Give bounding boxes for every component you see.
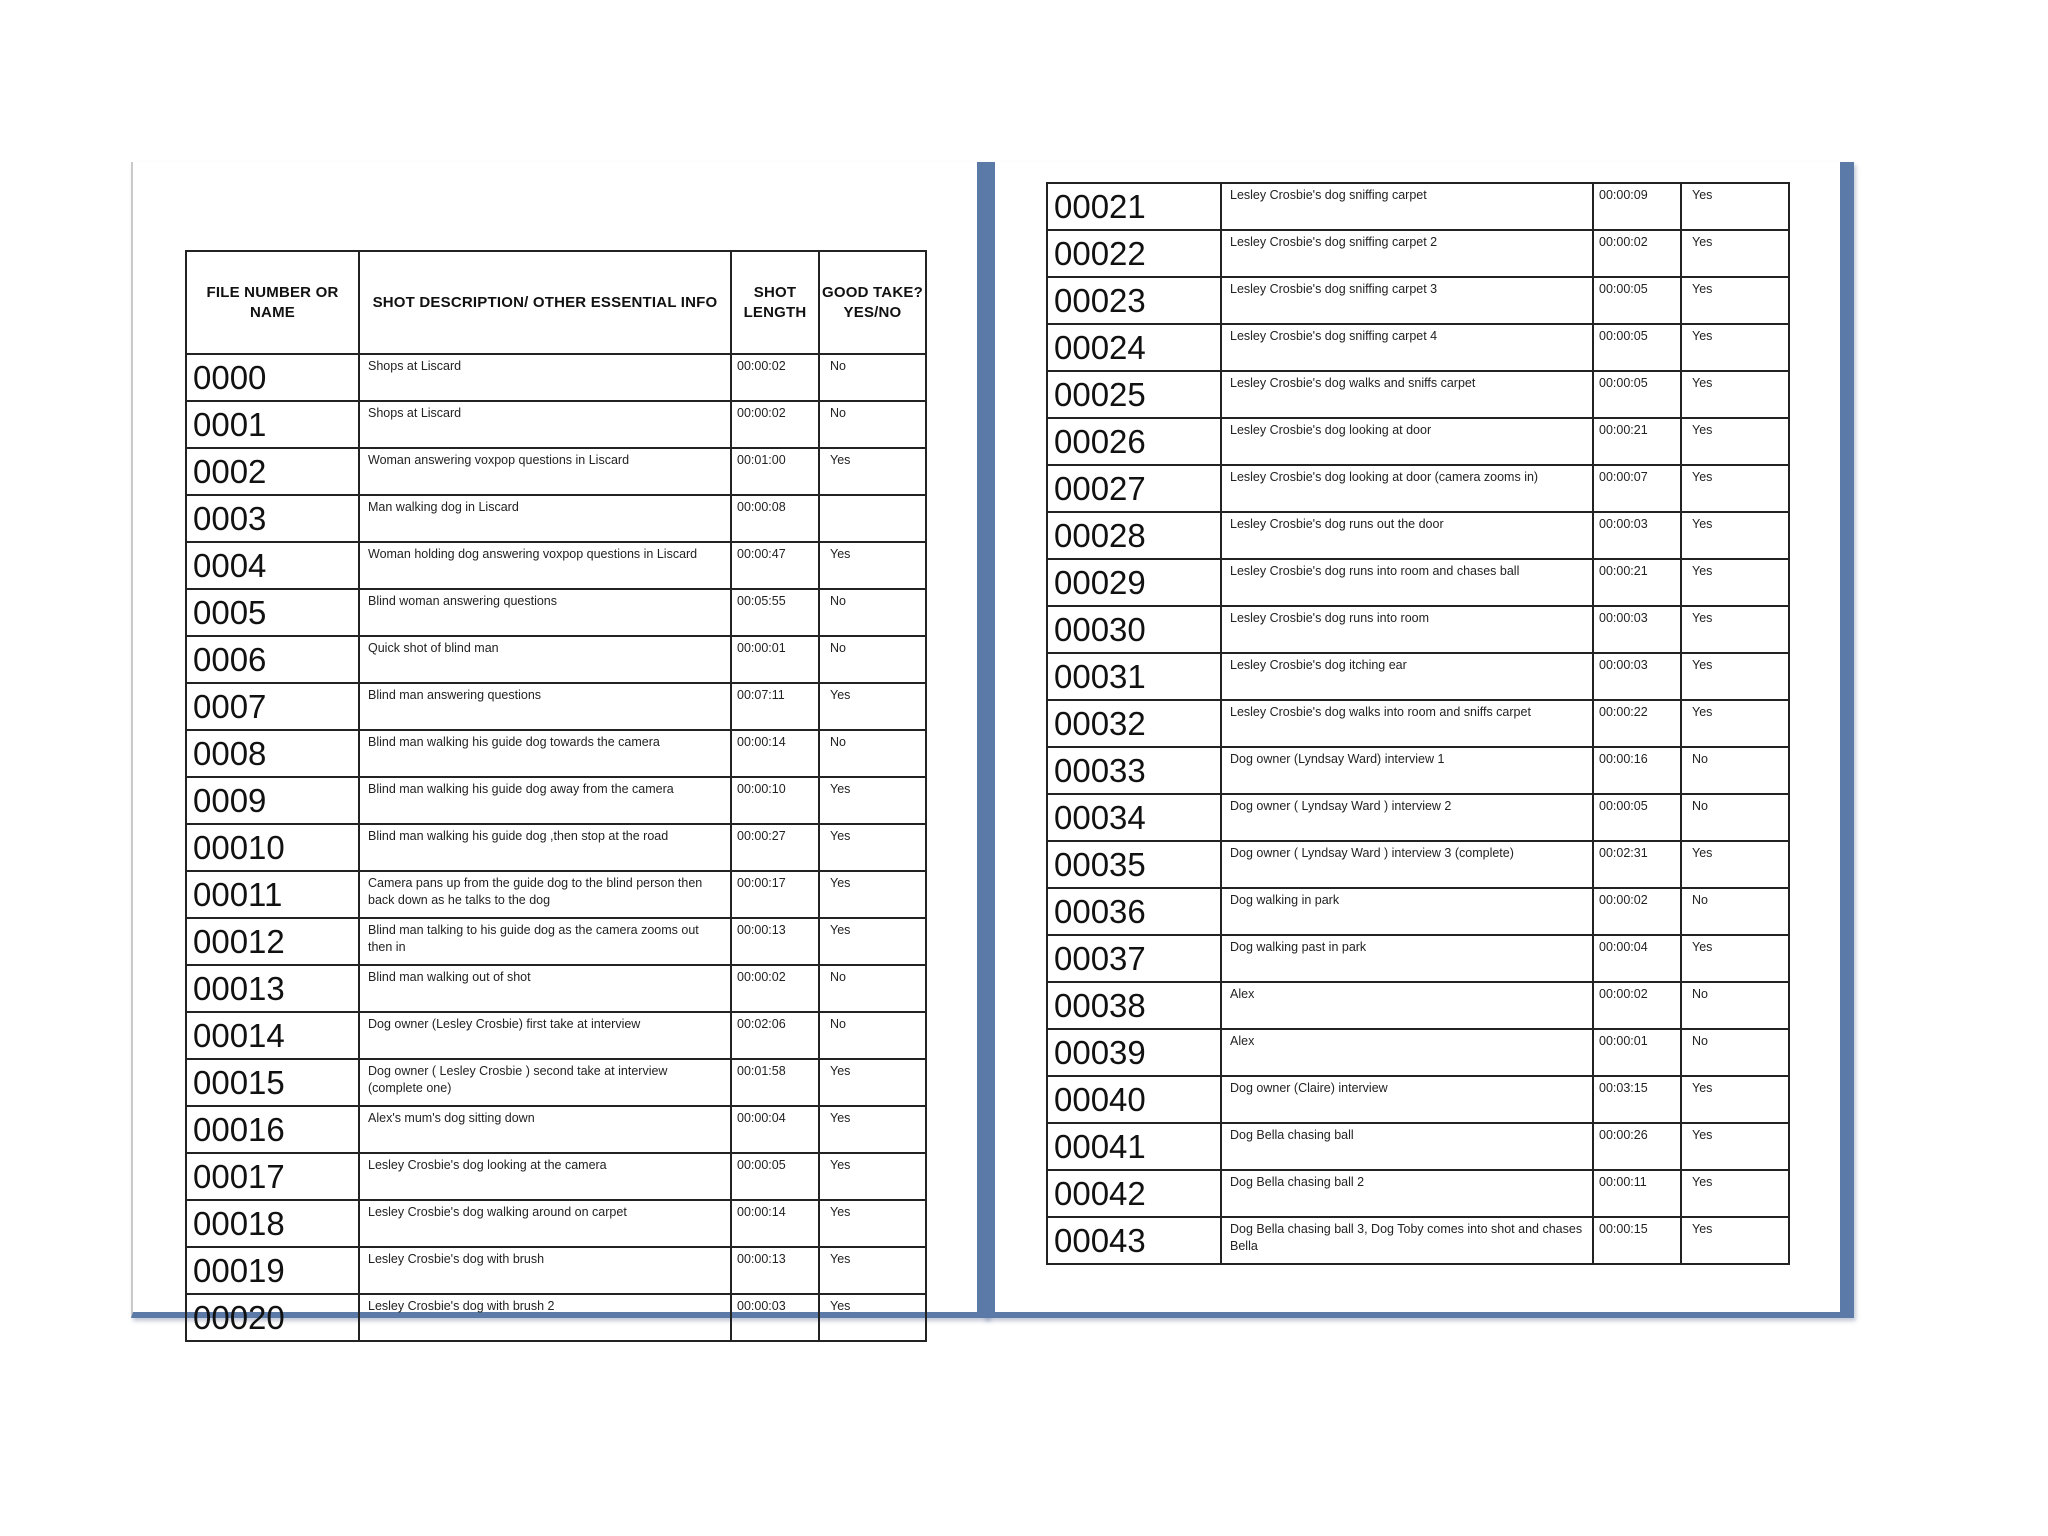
shot-description-cell: Lesley Crosbie's dog looking at door (camera zooms in): [1221, 465, 1593, 512]
good-take-cell: No: [819, 589, 926, 636]
file-number-cell: 00023: [1047, 277, 1221, 324]
shot-length-cell: 00:00:02: [731, 965, 819, 1012]
table-row: [1047, 747, 1789, 794]
shot-length-cell: 00:00:11: [1593, 1170, 1681, 1217]
good-take-cell: Yes: [1681, 653, 1789, 700]
file-number-cell: 00024: [1047, 324, 1221, 371]
shot-length-cell: 00:00:02: [731, 401, 819, 448]
shot-length-cell: 00:00:09: [1593, 183, 1681, 230]
table-row: [1047, 606, 1789, 653]
good-take-cell: Yes: [1681, 700, 1789, 747]
shot-description-cell: Lesley Crosbie's dog itching ear: [1221, 653, 1593, 700]
shot-length-cell: 00:00:14: [731, 730, 819, 777]
table-row: [186, 495, 926, 542]
good-take-cell: Yes: [1681, 277, 1789, 324]
table-row: [186, 636, 926, 683]
shot-length-cell: 00:00:17: [731, 871, 819, 918]
file-number-cell: 00033: [1047, 747, 1221, 794]
good-take-cell: Yes: [1681, 371, 1789, 418]
good-take-cell: No: [1681, 982, 1789, 1029]
table-row: [186, 1153, 926, 1200]
shot-description-cell: Dog owner (Claire) interview: [1221, 1076, 1593, 1123]
file-number-cell: 00042: [1047, 1170, 1221, 1217]
good-take-cell: Yes: [819, 1200, 926, 1247]
table-row: [1047, 559, 1789, 606]
good-take-cell: Yes: [1681, 465, 1789, 512]
good-take-cell: No: [819, 401, 926, 448]
file-number-cell: 0003: [186, 495, 359, 542]
file-number-cell: 0005: [186, 589, 359, 636]
shot-length-cell: 00:00:03: [1593, 653, 1681, 700]
good-take-cell: No: [1681, 747, 1789, 794]
table-row: [186, 1059, 926, 1106]
left-page: [131, 162, 989, 1336]
file-number-cell: 00041: [1047, 1123, 1221, 1170]
shot-description-cell: Lesley Crosbie's dog sniffing carpet: [1221, 183, 1593, 230]
shot-length-cell: 00:00:02: [1593, 888, 1681, 935]
good-take-cell: Yes: [1681, 1217, 1789, 1264]
good-take-cell: Yes: [1681, 841, 1789, 888]
good-take-cell: Yes: [1681, 512, 1789, 559]
shot-description-cell: Blind woman answering questions: [359, 589, 731, 636]
table-row: [186, 542, 926, 589]
good-take-cell: Yes: [819, 1247, 926, 1294]
shot-description-cell: Dog owner (Lyndsay Ward) interview 1: [1221, 747, 1593, 794]
good-take-cell: Yes: [819, 824, 926, 871]
good-take-cell: No: [1681, 1029, 1789, 1076]
shot-length-cell: 00:00:05: [1593, 324, 1681, 371]
shot-description-cell: Dog owner ( Lyndsay Ward ) interview 2: [1221, 794, 1593, 841]
file-number-cell: 00019: [186, 1247, 359, 1294]
shot-description-cell: Alex: [1221, 982, 1593, 1029]
good-take-cell: Yes: [819, 683, 926, 730]
shot-description-cell: Shops at Liscard: [359, 401, 731, 448]
shot-length-cell: 00:00:04: [1593, 935, 1681, 982]
table-row: [186, 871, 926, 918]
table-row: [186, 401, 926, 448]
shot-description-cell: Alex: [1221, 1029, 1593, 1076]
file-number-cell: 0004: [186, 542, 359, 589]
table-row: [186, 354, 926, 401]
shot-description-cell: Lesley Crosbie's dog walks into room and sniffs carpet: [1221, 700, 1593, 747]
file-number-cell: 0009: [186, 777, 359, 824]
table-row: [186, 1247, 926, 1294]
table-row: [186, 1012, 926, 1059]
shot-length-cell: 00:00:14: [731, 1200, 819, 1247]
shot-length-cell: 00:00:05: [731, 1153, 819, 1200]
shot-description-cell: Dog owner ( Lesley Crosbie ) second take at interview (complete one): [359, 1059, 731, 1106]
shot-description-cell: Lesley Crosbie's dog runs out the door: [1221, 512, 1593, 559]
good-take-cell: Yes: [1681, 418, 1789, 465]
good-take-cell: Yes: [819, 1294, 926, 1341]
shot-description-cell: Blind man walking his guide dog ,then stop at the road: [359, 824, 731, 871]
table-row: [186, 918, 926, 965]
shot-length-cell: 00:00:13: [731, 918, 819, 965]
file-number-cell: 00029: [1047, 559, 1221, 606]
shot-length-cell: 00:00:02: [731, 354, 819, 401]
file-number-cell: 00020: [186, 1294, 359, 1341]
good-take-cell: Yes: [1681, 1123, 1789, 1170]
file-number-cell: 00037: [1047, 935, 1221, 982]
good-take-cell: No: [819, 354, 926, 401]
header-good-take: GOOD TAKE? YES/NO: [819, 251, 926, 354]
table-row: [186, 1294, 926, 1341]
shot-description-cell: Blind man talking to his guide dog as the camera zooms out then in: [359, 918, 731, 965]
good-take-cell: Yes: [1681, 230, 1789, 277]
file-number-cell: 00011: [186, 871, 359, 918]
shot-length-cell: 00:00:02: [1593, 982, 1681, 1029]
shot-length-cell: 00:00:05: [1593, 371, 1681, 418]
shot-description-cell: Lesley Crosbie's dog sniffing carpet 2: [1221, 230, 1593, 277]
table-row: [1047, 700, 1789, 747]
table-row: [1047, 1076, 1789, 1123]
table-row: [1047, 183, 1789, 230]
good-take-cell: No: [819, 965, 926, 1012]
table-row: [1047, 888, 1789, 935]
table-row: [1047, 935, 1789, 982]
table-row: [1047, 1029, 1789, 1076]
good-take-cell: Yes: [819, 1106, 926, 1153]
shot-description-cell: Woman holding dog answering voxpop questions in Liscard: [359, 542, 731, 589]
shot-description-cell: Dog owner (Lesley Crosbie) first take at interview: [359, 1012, 731, 1059]
shot-length-cell: 00:00:21: [1593, 559, 1681, 606]
shot-description-cell: Woman answering voxpop questions in Liscard: [359, 448, 731, 495]
file-number-cell: 00021: [1047, 183, 1221, 230]
good-take-cell: Yes: [819, 871, 926, 918]
good-take-cell: Yes: [1681, 606, 1789, 653]
file-number-cell: 00043: [1047, 1217, 1221, 1264]
shot-description-cell: Shops at Liscard: [359, 354, 731, 401]
shot-length-cell: 00:00:05: [1593, 794, 1681, 841]
file-number-cell: 0006: [186, 636, 359, 683]
table-row: [1047, 1217, 1789, 1264]
file-number-cell: 0000: [186, 354, 359, 401]
shot-description-cell: Lesley Crosbie's dog sniffing carpet 4: [1221, 324, 1593, 371]
file-number-cell: 00018: [186, 1200, 359, 1247]
file-number-cell: 00038: [1047, 982, 1221, 1029]
file-number-cell: 00035: [1047, 841, 1221, 888]
shot-log-table-right: [1046, 182, 1790, 1265]
shot-length-cell: 00:02:06: [731, 1012, 819, 1059]
shot-length-cell: 00:01:00: [731, 448, 819, 495]
file-number-cell: 00026: [1047, 418, 1221, 465]
shot-description-cell: Blind man walking his guide dog towards the camera: [359, 730, 731, 777]
good-take-cell: Yes: [819, 918, 926, 965]
file-number-cell: 00016: [186, 1106, 359, 1153]
table-row: [186, 965, 926, 1012]
shot-description-cell: Lesley Crosbie's dog walking around on carpet: [359, 1200, 731, 1247]
shot-description-cell: Blind man walking his guide dog away from the camera: [359, 777, 731, 824]
shot-description-cell: Lesley Crosbie's dog sniffing carpet 3: [1221, 277, 1593, 324]
good-take-cell: No: [819, 636, 926, 683]
good-take-cell: Yes: [1681, 935, 1789, 982]
header-row: [186, 251, 926, 354]
file-number-cell: 00039: [1047, 1029, 1221, 1076]
table-row: [1047, 1123, 1789, 1170]
shot-length-cell: 00:00:16: [1593, 747, 1681, 794]
table-row: [186, 730, 926, 777]
shot-length-cell: 00:03:15: [1593, 1076, 1681, 1123]
file-number-cell: 00015: [186, 1059, 359, 1106]
good-take-cell: Yes: [1681, 1170, 1789, 1217]
good-take-cell: Yes: [819, 448, 926, 495]
table-row: [1047, 371, 1789, 418]
table-row: [1047, 512, 1789, 559]
shot-length-cell: 00:00:47: [731, 542, 819, 589]
file-number-cell: 0001: [186, 401, 359, 448]
shot-length-cell: 00:00:21: [1593, 418, 1681, 465]
shot-length-cell: 00:00:01: [1593, 1029, 1681, 1076]
good-take-cell: Yes: [1681, 183, 1789, 230]
file-number-cell: 00032: [1047, 700, 1221, 747]
shot-length-cell: 00:01:58: [731, 1059, 819, 1106]
file-number-cell: 00025: [1047, 371, 1221, 418]
table-row: [1047, 418, 1789, 465]
good-take-cell: Yes: [819, 1153, 926, 1200]
file-number-cell: 00030: [1047, 606, 1221, 653]
shot-length-cell: 00:00:05: [1593, 277, 1681, 324]
shot-description-cell: Dog walking past in park: [1221, 935, 1593, 982]
file-number-cell: 00017: [186, 1153, 359, 1200]
table-row: [186, 448, 926, 495]
shot-description-cell: Lesley Crosbie's dog looking at the camera: [359, 1153, 731, 1200]
shot-description-cell: Blind man walking out of shot: [359, 965, 731, 1012]
shot-log-table-left: [185, 250, 927, 1342]
shot-length-cell: 00:00:10: [731, 777, 819, 824]
shot-description-cell: Camera pans up from the guide dog to the blind person then back down as he talks to the dog: [359, 871, 731, 918]
shot-length-cell: 00:00:04: [731, 1106, 819, 1153]
file-number-cell: 00022: [1047, 230, 1221, 277]
shot-description-cell: Lesley Crosbie's dog with brush: [359, 1247, 731, 1294]
table-row: [1047, 841, 1789, 888]
table-row: [1047, 277, 1789, 324]
file-number-cell: 00040: [1047, 1076, 1221, 1123]
table-body-right: [1047, 183, 1789, 1264]
shot-length-cell: 00:02:31: [1593, 841, 1681, 888]
file-number-cell: 0007: [186, 683, 359, 730]
shot-description-cell: Lesley Crosbie's dog with brush 2: [359, 1294, 731, 1341]
good-take-cell: [819, 495, 926, 542]
shot-length-cell: 00:00:07: [1593, 465, 1681, 512]
table-row: [1047, 794, 1789, 841]
good-take-cell: Yes: [819, 542, 926, 589]
shot-length-cell: 00:07:11: [731, 683, 819, 730]
file-number-cell: 00010: [186, 824, 359, 871]
shot-description-cell: Lesley Crosbie's dog walks and sniffs carpet: [1221, 371, 1593, 418]
shot-length-cell: 00:00:08: [731, 495, 819, 542]
shot-description-cell: Lesley Crosbie's dog runs into room: [1221, 606, 1593, 653]
shot-description-cell: Lesley Crosbie's dog looking at door: [1221, 418, 1593, 465]
shot-length-cell: 00:00:03: [731, 1294, 819, 1341]
file-number-cell: 00034: [1047, 794, 1221, 841]
shot-length-cell: 00:00:13: [731, 1247, 819, 1294]
shot-description-cell: Quick shot of blind man: [359, 636, 731, 683]
good-take-cell: No: [1681, 794, 1789, 841]
table-row: [1047, 230, 1789, 277]
shot-description-cell: Dog Bella chasing ball 2: [1221, 1170, 1593, 1217]
good-take-cell: Yes: [819, 1059, 926, 1106]
shot-description-cell: Alex's mum's dog sitting down: [359, 1106, 731, 1153]
table-row: [186, 1200, 926, 1247]
shot-description-cell: Dog Bella chasing ball 3, Dog Toby comes into shot and chases Bella: [1221, 1217, 1593, 1264]
good-take-cell: No: [819, 1012, 926, 1059]
shot-description-cell: Man walking dog in Liscard: [359, 495, 731, 542]
table-row: [1047, 982, 1789, 1029]
good-take-cell: Yes: [1681, 1076, 1789, 1123]
table-row: [1047, 653, 1789, 700]
shot-description-cell: Lesley Crosbie's dog runs into room and chases ball: [1221, 559, 1593, 606]
shot-length-cell: 00:00:01: [731, 636, 819, 683]
shot-length-cell: 00:00:03: [1593, 512, 1681, 559]
table-row: [1047, 465, 1789, 512]
good-take-cell: No: [819, 730, 926, 777]
shot-length-cell: 00:00:27: [731, 824, 819, 871]
file-number-cell: 00013: [186, 965, 359, 1012]
shot-length-cell: 00:00:02: [1593, 230, 1681, 277]
file-number-cell: 00031: [1047, 653, 1221, 700]
table-row: [186, 777, 926, 824]
file-number-cell: 00012: [186, 918, 359, 965]
shot-description-cell: Dog walking in park: [1221, 888, 1593, 935]
file-number-cell: 00027: [1047, 465, 1221, 512]
file-number-cell: 00036: [1047, 888, 1221, 935]
shot-length-cell: 00:00:15: [1593, 1217, 1681, 1264]
good-take-cell: Yes: [1681, 559, 1789, 606]
header-shot-length: SHOT LENGTH: [731, 251, 819, 354]
shot-length-cell: 00:00:26: [1593, 1123, 1681, 1170]
header-shot-description: SHOT DESCRIPTION/ OTHER ESSENTIAL INFO: [359, 251, 731, 354]
good-take-cell: Yes: [819, 777, 926, 824]
file-number-cell: 0008: [186, 730, 359, 777]
shot-length-cell: 00:05:55: [731, 589, 819, 636]
table-row: [186, 824, 926, 871]
shot-length-cell: 00:00:22: [1593, 700, 1681, 747]
table-body-left: [186, 354, 926, 1341]
table-row: [1047, 1170, 1789, 1217]
good-take-cell: Yes: [1681, 324, 1789, 371]
table-row: [1047, 324, 1789, 371]
good-take-cell: No: [1681, 888, 1789, 935]
file-number-cell: 00014: [186, 1012, 359, 1059]
table-row: [186, 1106, 926, 1153]
header-file-number: FILE NUMBER OR NAME: [186, 251, 359, 354]
shot-length-cell: 00:00:03: [1593, 606, 1681, 653]
shot-description-cell: Blind man answering questions: [359, 683, 731, 730]
right-page: [983, 162, 1854, 1318]
shot-description-cell: Dog Bella chasing ball: [1221, 1123, 1593, 1170]
shot-description-cell: Dog owner ( Lyndsay Ward ) interview 3 (complete): [1221, 841, 1593, 888]
file-number-cell: 0002: [186, 448, 359, 495]
table-row: [186, 683, 926, 730]
table-row: [186, 589, 926, 636]
file-number-cell: 00028: [1047, 512, 1221, 559]
